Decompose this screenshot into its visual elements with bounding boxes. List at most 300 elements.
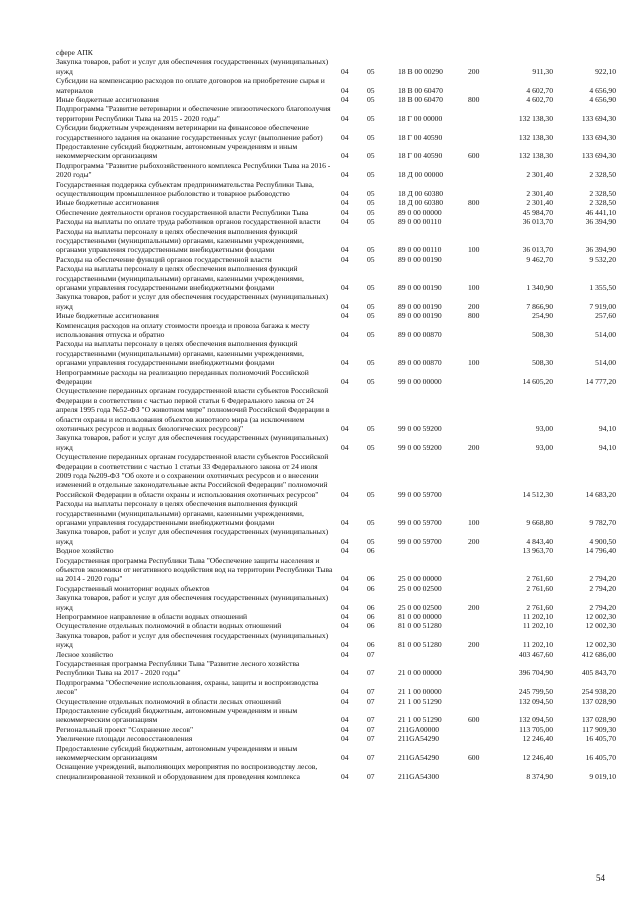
cell-rz: 04 <box>341 640 349 650</box>
row-name <box>56 386 333 433</box>
cell-rz: 04 <box>341 113 349 123</box>
row-name-line: Расходы на выплаты персоналу в целях обеспечения выполнения функций <box>56 499 298 509</box>
row-name-line: на 2014 - 2020 годы" <box>56 574 123 584</box>
cell-sum-2021: 4 900,50 <box>589 536 616 546</box>
row-name-line: Закупка товаров, работ и услуг для обеспечения государственных (муниципальных) <box>56 292 329 302</box>
cell-sum-2021: 94,10 <box>598 423 616 433</box>
cell-csr: 211GA54290 <box>398 752 440 762</box>
cell-sum-2020: 93,00 <box>535 423 553 433</box>
row-name <box>56 612 333 621</box>
row-name <box>56 678 333 697</box>
row-name <box>56 95 333 104</box>
row-name-line: государственными (муниципальными) органами, казенными учреждениями, <box>56 508 304 518</box>
cell-rz: 04 <box>341 715 349 725</box>
row-name-line: Обеспечение деятельности органов государственной власти Республики Тыва <box>56 207 309 217</box>
row-name-line: использования отпуска и обратно <box>56 330 165 339</box>
row-name <box>56 142 333 161</box>
row-name <box>56 650 333 659</box>
cell-vr: 100 <box>468 358 480 368</box>
cell-sum-2021: 9 019,10 <box>589 771 616 781</box>
cell-csr: 21 0 00 00000 <box>398 668 442 678</box>
cell-csr: 89 0 00 00190 <box>398 254 442 264</box>
cell-sum-2020: 1 340,90 <box>526 282 553 292</box>
row-name-line: Осуществление переданных органам государственной власти субъектов Российской <box>56 386 329 396</box>
row-name-line: Расходы на выплаты по оплате труда работников органов государственной власти <box>56 217 321 227</box>
cell-rz: 04 <box>341 696 349 706</box>
row-name <box>56 631 333 650</box>
cell-vr: 200 <box>468 301 480 311</box>
cell-rz: 04 <box>341 207 349 217</box>
cell-csr: 211GA54300 <box>398 771 440 781</box>
cell-sum-2020: 4 602,70 <box>526 85 553 95</box>
cell-csr: 18 Д 00 60380 <box>398 188 444 198</box>
row-name-line: Расходы на выплаты персоналу в целях обеспечения выполнения функций <box>56 339 298 349</box>
row-name <box>56 255 333 264</box>
row-name <box>56 104 333 123</box>
row-name-line: нужд <box>56 66 73 76</box>
cell-csr: 89 0 00 00110 <box>398 245 442 255</box>
row-name <box>56 217 333 226</box>
cell-sum-2020: 45 984,70 <box>522 207 553 217</box>
cell-sum-2020: 4 602,70 <box>526 95 553 104</box>
row-name-line: Субсидии на компенсацию расходов по оплате договоров на приобретение сырья и <box>56 76 325 86</box>
row-name-line: государственными (муниципальными) органами, казенными учреждениями, <box>56 273 304 283</box>
cell-pr: 05 <box>367 282 375 292</box>
cell-rz: 04 <box>341 734 349 744</box>
cell-pr: 06 <box>367 546 375 556</box>
cell-vr: 800 <box>468 198 480 208</box>
cell-sum-2021: 4 656,90 <box>589 85 616 95</box>
cell-csr: 81 0 00 51280 <box>398 621 442 631</box>
cell-rz: 04 <box>341 546 349 556</box>
row-name-line: органами управления государственными внебюджетными фондами <box>56 518 275 527</box>
row-name-line: органами управления государственными внебюджетными фондами <box>56 358 275 368</box>
cell-sum-2021: 94,10 <box>598 442 616 452</box>
cell-csr: 18 В 00 00290 <box>398 66 443 76</box>
cell-sum-2021: 12 002,30 <box>585 612 616 621</box>
cell-sum-2020: 14 512,30 <box>522 489 553 499</box>
row-name-line: нужд <box>56 442 73 452</box>
cell-rz: 04 <box>341 583 349 593</box>
cell-sum-2020: 9 668,80 <box>526 517 553 527</box>
row-name-line: нужд <box>56 602 73 612</box>
cell-pr: 06 <box>367 612 375 621</box>
cell-rz: 04 <box>341 151 349 161</box>
cell-rz: 04 <box>341 358 349 368</box>
cell-pr: 05 <box>367 85 375 95</box>
cell-vr: 200 <box>468 442 480 452</box>
cell-sum-2021: 4 656,90 <box>589 95 616 104</box>
cell-rz: 04 <box>341 423 349 433</box>
cell-csr: 99 0 00 59200 <box>398 423 442 433</box>
row-name-line: Непрограммные расходы на реализацию переданных полномочий Российской <box>56 367 309 377</box>
row-name-line: некоммерческим организациям <box>56 151 158 161</box>
cell-pr: 05 <box>367 95 375 104</box>
cell-pr: 05 <box>367 329 375 339</box>
cell-csr: 89 0 00 00110 <box>398 217 442 227</box>
cell-sum-2021: 257,60 <box>595 311 616 321</box>
row-name <box>56 659 333 678</box>
row-name-line: Лесное хозяйство <box>56 649 114 659</box>
cell-sum-2020: 36 013,70 <box>522 245 553 255</box>
cell-sum-2020: 93,00 <box>535 442 553 452</box>
cell-rz: 04 <box>341 649 349 659</box>
cell-pr: 07 <box>367 687 375 697</box>
row-name-line: изменений в отдельные законодательные акты Российской Федерации" полномочий <box>56 480 328 490</box>
row-name-line: Российской Федерации в области охраны и использования охотничьих ресурсов" <box>56 489 319 499</box>
row-name-line: Предоставление субсидий бюджетным, автономным учреждениям и иным <box>56 142 298 151</box>
cell-pr: 07 <box>367 649 375 659</box>
cell-rz: 04 <box>341 301 349 311</box>
row-name-line: Осуществление отдельных полномочий в области водных отношений <box>56 621 282 631</box>
cell-rz: 04 <box>341 602 349 612</box>
cell-sum-2020: 12 246,40 <box>522 752 553 762</box>
cell-sum-2021: 2 794,20 <box>589 574 616 584</box>
row-name <box>56 499 333 527</box>
page-number: 54 <box>596 873 605 883</box>
row-name <box>56 57 333 76</box>
row-name-line: нужд <box>56 536 73 546</box>
row-name-line: Федерации <box>56 377 92 386</box>
cell-csr: 18 Г 00 00000 <box>398 113 443 123</box>
cell-vr: 600 <box>468 752 480 762</box>
cell-sum-2020: 2 761,60 <box>526 574 553 584</box>
cell-vr: 600 <box>468 151 480 161</box>
row-name-line: Увеличение площади лесовосстановления <box>56 734 193 744</box>
cell-sum-2021: 2 794,20 <box>589 602 616 612</box>
row-name-line: нужд <box>56 640 73 650</box>
cell-rz: 04 <box>341 771 349 781</box>
row-name <box>56 208 333 217</box>
row-name-line: Республики Тыва на 2017 - 2020 годы" <box>56 668 181 678</box>
cell-rz: 04 <box>341 724 349 734</box>
cell-sum-2021: 46 441,10 <box>585 207 616 217</box>
row-name <box>56 198 333 207</box>
row-name-line: осуществляющим промышленное рыболовство и товарное рыбоводство <box>56 189 290 198</box>
row-name <box>56 433 333 452</box>
cell-sum-2021: 16 405,70 <box>585 752 616 762</box>
cell-pr: 07 <box>367 696 375 706</box>
cell-pr: 06 <box>367 640 375 650</box>
cell-sum-2020: 2 301,40 <box>526 198 553 208</box>
cell-sum-2020: 132 138,30 <box>518 151 553 161</box>
cell-csr: 99 0 00 00000 <box>398 376 442 386</box>
cell-csr: 89 0 00 00190 <box>398 282 442 292</box>
row-name <box>56 48 333 57</box>
cell-sum-2020: 911,30 <box>532 66 553 76</box>
cell-sum-2021: 2 328,50 <box>589 188 616 198</box>
cell-sum-2021: 9 532,20 <box>589 254 616 264</box>
cell-rz: 04 <box>341 489 349 499</box>
cell-sum-2020: 11 202,10 <box>522 612 553 621</box>
row-name <box>56 744 333 763</box>
cell-pr: 05 <box>367 198 375 208</box>
cell-csr: 211GA54290 <box>398 734 440 744</box>
cell-sum-2021: 137 028,90 <box>581 715 616 725</box>
cell-sum-2021: 14 777,20 <box>585 376 616 386</box>
row-name-line: Государственный мониторинг водных объектов <box>56 583 210 593</box>
cell-csr: 21 1 00 51290 <box>398 715 442 725</box>
cell-rz: 04 <box>341 574 349 584</box>
row-name <box>56 621 333 630</box>
row-name-line: апреля 1995 года №52-ФЗ "О животном мире" полномочий Российской Федерации в <box>56 405 330 415</box>
row-name <box>56 725 333 734</box>
row-name-line: Региональный проект "Сохранение лесов" <box>56 724 194 734</box>
row-name-line: Расходы на выплаты персоналу в целях обеспечения выполнения функций <box>56 264 298 274</box>
cell-sum-2021: 922,10 <box>595 66 616 76</box>
cell-csr: 18 Д 00 00000 <box>398 170 444 180</box>
cell-sum-2021: 9 782,70 <box>589 517 616 527</box>
cell-rz: 04 <box>341 170 349 180</box>
row-name-line: некоммерческим организациям <box>56 753 158 762</box>
row-name-line: органами управления государственными внебюджетными фондами <box>56 245 275 255</box>
row-name <box>56 339 333 367</box>
row-name <box>56 321 333 340</box>
cell-sum-2021: 14 796,40 <box>585 546 616 556</box>
cell-sum-2020: 9 462,70 <box>526 254 553 264</box>
row-name-line: Субсидии бюджетным учреждениям ветеринарии на финансовое обеспечение <box>56 123 309 133</box>
cell-pr: 05 <box>367 217 375 227</box>
row-name <box>56 584 333 593</box>
row-name-line: Государственная программа Республики Тыва "Развитие лесного хозяйства <box>56 659 300 668</box>
cell-rz: 04 <box>341 198 349 208</box>
cell-pr: 05 <box>367 536 375 546</box>
cell-rz: 04 <box>341 217 349 227</box>
row-name-line: Расходы на выплаты персоналу в целях обеспечения выполнения функций <box>56 226 298 236</box>
cell-pr: 06 <box>367 583 375 593</box>
row-name-line: Подпрограмма "Обеспечение использования, охраны, защиты и воспроизводства <box>56 677 319 687</box>
cell-sum-2021: 405 843,70 <box>581 668 616 678</box>
cell-csr: 18 В 00 60470 <box>398 95 443 104</box>
row-name-line: Закупка товаров, работ и услуг для обеспечения государственных (муниципальных) <box>56 630 329 640</box>
row-name <box>56 264 333 292</box>
row-name <box>56 556 333 584</box>
cell-sum-2021: 514,00 <box>595 358 616 368</box>
row-name-line: материалов <box>56 85 94 95</box>
cell-vr: 100 <box>468 245 480 255</box>
cell-sum-2020: 11 202,10 <box>522 640 553 650</box>
cell-csr: 99 0 00 59700 <box>398 536 442 546</box>
cell-rz: 04 <box>341 612 349 621</box>
row-name-line: Осуществление переданных органам государственной власти субъектов Российской <box>56 452 329 462</box>
cell-sum-2020: 11 202,10 <box>522 621 553 631</box>
cell-csr: 25 0 00 02500 <box>398 602 442 612</box>
cell-csr: 81 0 00 51280 <box>398 640 442 650</box>
row-name <box>56 311 333 320</box>
cell-sum-2020: 13 963,70 <box>522 546 553 556</box>
row-name-line: Осуществление отдельных полномочий в области лесных отношений <box>56 696 282 706</box>
cell-csr: 99 0 00 59700 <box>398 489 442 499</box>
cell-rz: 04 <box>341 282 349 292</box>
row-name-line: сфере АПК <box>56 48 93 57</box>
cell-sum-2020: 2 301,40 <box>526 188 553 198</box>
cell-csr: 25 0 00 02500 <box>398 583 442 593</box>
cell-csr: 18 В 00 60470 <box>398 85 443 95</box>
cell-sum-2020: 396 704,90 <box>518 668 553 678</box>
cell-pr: 05 <box>367 207 375 217</box>
row-name-line: Иные бюджетные ассигнования <box>56 95 159 104</box>
cell-csr: 89 0 00 00000 <box>398 207 442 217</box>
cell-csr: 89 0 00 00870 <box>398 358 442 368</box>
cell-csr: 89 0 00 00190 <box>398 301 442 311</box>
cell-pr: 05 <box>367 442 375 452</box>
cell-sum-2021: 133 694,30 <box>581 132 616 142</box>
row-name-line: Иные бюджетные ассигнования <box>56 198 159 208</box>
cell-sum-2021: 254 938,20 <box>581 687 616 697</box>
cell-pr: 07 <box>367 724 375 734</box>
cell-pr: 07 <box>367 715 375 725</box>
cell-rz: 04 <box>341 311 349 321</box>
row-name-line: Подпрограмма "Развитие рыбохозяйственного комплекса Республики Тыва на 2016 - <box>56 160 331 170</box>
cell-pr: 05 <box>367 254 375 264</box>
cell-sum-2020: 8 374,90 <box>526 771 553 781</box>
cell-sum-2021: 137 028,90 <box>581 696 616 706</box>
cell-pr: 05 <box>367 489 375 499</box>
cell-pr: 07 <box>367 734 375 744</box>
cell-rz: 04 <box>341 245 349 255</box>
cell-pr: 07 <box>367 752 375 762</box>
row-name <box>56 697 333 706</box>
cell-csr: 18 Д 00 60380 <box>398 198 444 208</box>
cell-sum-2020: 12 246,40 <box>522 734 553 744</box>
row-name <box>56 452 333 499</box>
row-name <box>56 546 333 555</box>
cell-sum-2020: 132 094,50 <box>518 715 553 725</box>
cell-csr: 89 0 00 00190 <box>398 311 442 321</box>
cell-pr: 06 <box>367 574 375 584</box>
cell-vr: 800 <box>468 311 480 321</box>
cell-sum-2021: 12 002,30 <box>585 640 616 650</box>
row-name-line: государственными (муниципальными) органами, казенными учреждениями, <box>56 348 304 358</box>
row-name <box>56 76 333 95</box>
cell-vr: 200 <box>468 536 480 546</box>
cell-rz: 04 <box>341 254 349 264</box>
cell-pr: 05 <box>367 132 375 142</box>
row-name <box>56 292 333 311</box>
row-name-line: Закупка товаров, работ и услуг для обеспечения государственных (муниципальных) <box>56 57 329 67</box>
row-name-line: органами управления государственными внебюджетными фондами <box>56 283 275 292</box>
cell-sum-2020: 14 605,20 <box>522 376 553 386</box>
cell-pr: 06 <box>367 621 375 631</box>
cell-pr: 05 <box>367 188 375 198</box>
cell-sum-2021: 12 002,30 <box>585 621 616 631</box>
row-name-line: 2009 года №209-ФЗ "Об охоте и о сохранении охотничьих ресурсов и о внесении <box>56 471 319 480</box>
cell-sum-2020: 508,30 <box>532 329 553 339</box>
cell-sum-2021: 2 328,50 <box>589 198 616 208</box>
row-name-line: охотничьих ресурсов и водных биологических ресурсов)" <box>56 424 244 434</box>
cell-rz: 04 <box>341 621 349 631</box>
row-name-line: объектов экономики от негативного воздействия вод на территории Республики Тыва <box>56 565 333 574</box>
cell-rz: 04 <box>341 687 349 697</box>
cell-sum-2021: 117 909,30 <box>582 724 616 734</box>
row-name <box>56 734 333 743</box>
row-name-line: нужд <box>56 301 73 311</box>
cell-sum-2021: 36 394,90 <box>585 245 616 255</box>
cell-vr: 200 <box>468 66 480 76</box>
row-name-line: Расходы на обеспечение функций органов государственной власти <box>56 254 272 264</box>
cell-csr: 211GA00000 <box>398 724 440 734</box>
cell-sum-2020: 508,30 <box>532 358 553 368</box>
cell-rz: 04 <box>341 376 349 386</box>
cell-sum-2021: 16 405,70 <box>585 734 616 744</box>
row-name-line: территории Республики Тыва на 2015 - 2020 годы" <box>56 113 220 123</box>
row-name-line: Подпрограмма "Развитие ветеринарии и обеспечение эпизоотического благополучия <box>56 104 331 114</box>
row-name <box>56 227 333 255</box>
cell-pr: 05 <box>367 245 375 255</box>
row-name <box>56 527 333 546</box>
row-name-line: Государственная программа Республики Тыва "Обеспечение защиты населения и <box>56 555 320 565</box>
row-name-line: Предоставление субсидий бюджетным, автономным учреждениям и иным <box>56 743 298 753</box>
cell-pr: 06 <box>367 602 375 612</box>
cell-pr: 07 <box>367 668 375 678</box>
cell-sum-2020: 7 866,90 <box>526 301 553 311</box>
row-name-line: Государственная поддержка субъектам предпринимательства Республики Тыва, <box>56 179 314 189</box>
cell-pr: 05 <box>367 170 375 180</box>
row-name-line: Компенсация расходов на оплату стоимости проезда и провоза багажа к месту <box>56 320 310 330</box>
cell-sum-2020: 36 013,70 <box>522 217 553 227</box>
row-name <box>56 123 333 142</box>
cell-vr: 600 <box>468 715 480 725</box>
cell-pr: 05 <box>367 517 375 527</box>
cell-rz: 04 <box>341 95 349 104</box>
cell-rz: 04 <box>341 517 349 527</box>
row-name-line: Водное хозяйство <box>56 546 114 556</box>
cell-sum-2020: 254,90 <box>532 311 553 321</box>
cell-sum-2020: 132 138,30 <box>518 132 553 142</box>
row-name-line: Оснащение учреждений, выполняющих мероприятия по воспроизводству лесов, <box>56 762 318 772</box>
cell-rz: 04 <box>341 85 349 95</box>
cell-sum-2021: 7 919,00 <box>589 301 616 311</box>
cell-rz: 04 <box>341 132 349 142</box>
row-name-line: государственного задания на оказание государственных услуг (выполнение работ) <box>56 132 323 142</box>
row-name <box>56 180 333 199</box>
cell-pr: 05 <box>367 423 375 433</box>
row-name-line: специализированной техникой и оборудованием для проведения комплекса <box>56 771 300 781</box>
cell-sum-2020: 2 761,60 <box>526 583 553 593</box>
cell-rz: 04 <box>341 66 349 76</box>
cell-vr: 100 <box>468 517 480 527</box>
cell-csr: 21 1 00 51290 <box>398 696 442 706</box>
cell-csr: 18 Г 00 40590 <box>398 151 443 161</box>
cell-sum-2021: 514,00 <box>595 329 616 339</box>
row-name <box>56 161 333 180</box>
cell-vr: 100 <box>468 282 480 292</box>
row-name-line: Непрограммное направление в области водных отношений <box>56 612 248 621</box>
row-name-line: области охраны и использования объектов животного мира (за исключением <box>56 414 305 424</box>
cell-sum-2020: 403 467,60 <box>518 649 553 659</box>
row-name <box>56 762 333 781</box>
row-name-line: Федерации в соответствии с частью 1 статьи 33 Федерального закона от 24 июля <box>56 461 318 471</box>
row-name <box>56 706 333 725</box>
row-name-line: Закупка товаров, работ и услуг для обеспечения государственных (муниципальных) <box>56 527 329 537</box>
cell-sum-2020: 245 799,50 <box>518 687 553 697</box>
cell-sum-2020: 4 843,40 <box>526 536 553 546</box>
row-name-line: 2020 годы" <box>56 170 92 180</box>
cell-sum-2021: 2 794,20 <box>589 583 616 593</box>
row-name <box>56 368 333 387</box>
cell-rz: 04 <box>341 442 349 452</box>
cell-vr: 800 <box>468 95 480 104</box>
cell-rz: 04 <box>341 188 349 198</box>
cell-csr: 21 1 00 00000 <box>398 687 442 697</box>
cell-sum-2021: 133 694,30 <box>581 113 616 123</box>
row-name-line: Иные бюджетные ассигнования <box>56 311 159 321</box>
cell-csr: 25 0 00 00000 <box>398 574 442 584</box>
cell-csr: 99 0 00 59200 <box>398 442 442 452</box>
cell-sum-2020: 132 094,50 <box>518 696 553 706</box>
row-name-line: некоммерческим организациям <box>56 715 158 725</box>
cell-sum-2021: 412 686,00 <box>581 649 616 659</box>
